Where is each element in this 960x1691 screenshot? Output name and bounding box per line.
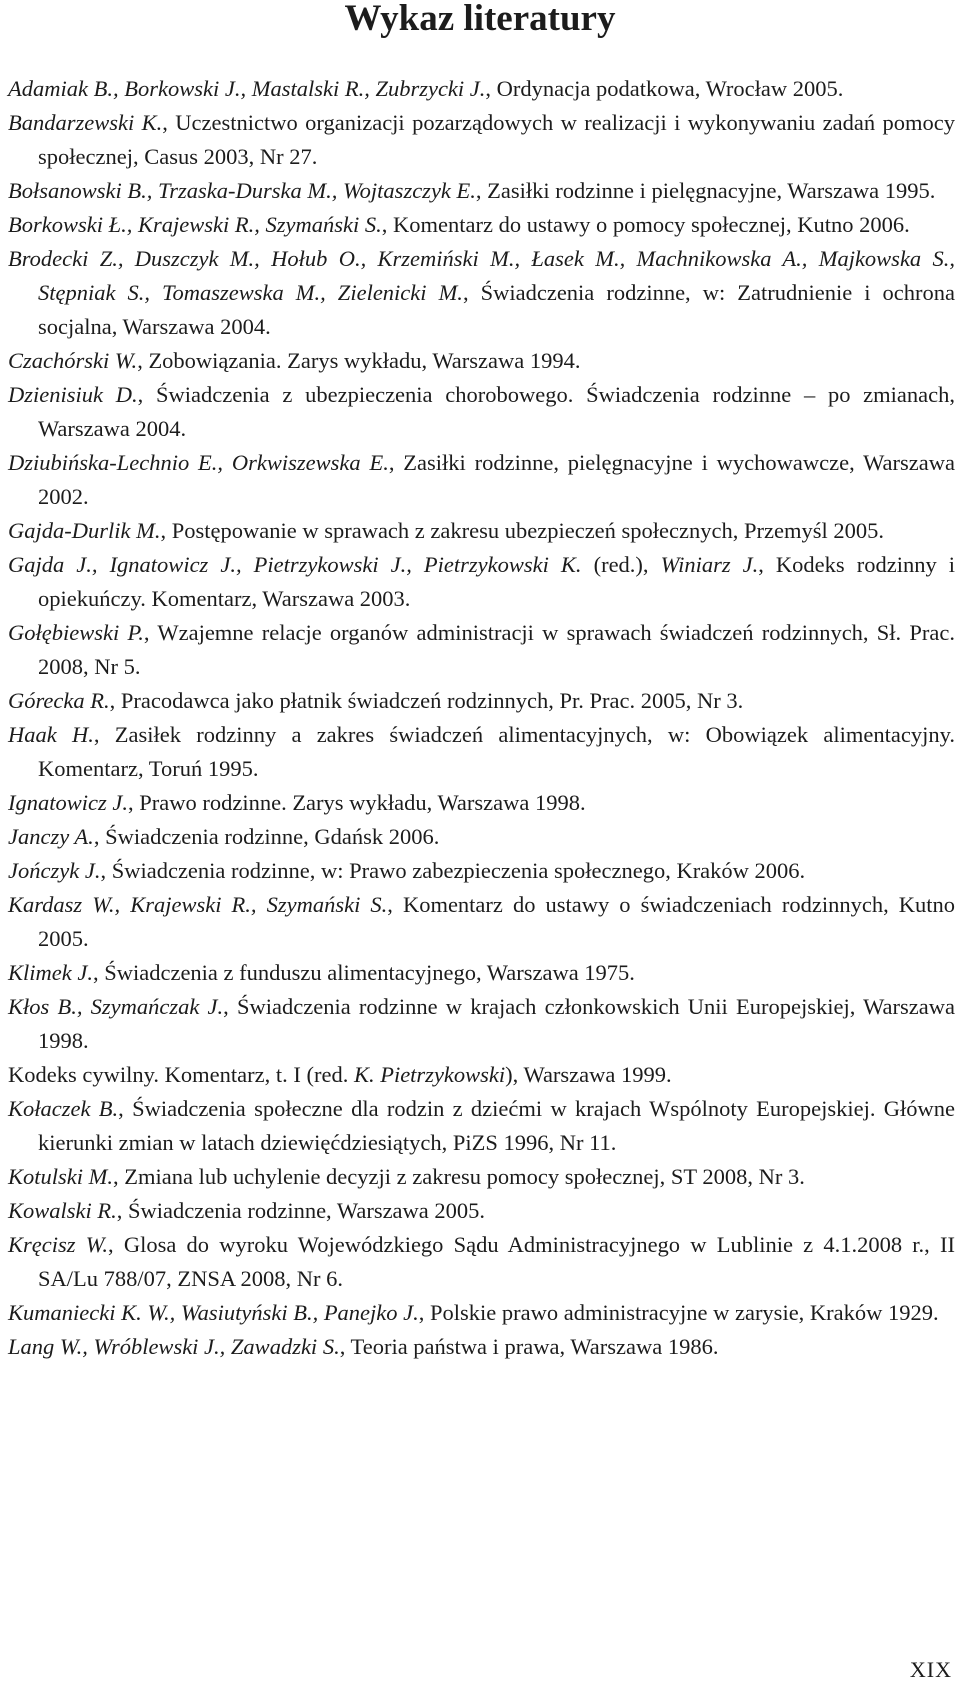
entry-text: , Pracodawca jako płatnik świadczeń rodzinnych, Pr. Prac. 2005, Nr 3. <box>109 688 744 713</box>
entry-authors: Kumaniecki K. W., Wasiutyński B., Panejko J. <box>8 1300 419 1325</box>
entry-text: , Prawo rodzinne. Zarys wykładu, Warszawa 1998. <box>127 790 586 815</box>
bibliography-entry <box>8 208 955 242</box>
bibliography-entry <box>8 174 955 208</box>
bibliography-entry <box>8 242 955 344</box>
bibliography-entry <box>8 378 955 446</box>
entry-authors: Gajda J., Ignatowicz J., Pietrzykowski J., Pietrzykowski K. <box>8 552 582 577</box>
bibliography-entry <box>8 718 955 786</box>
entry-text: , Uczestnictwo organizacji pozarządowych w realizacji i wykonywaniu zadań pomocy społecznej, Casus 2003, Nr 27. <box>38 110 955 169</box>
entry-text: ), Warszawa 1999. <box>505 1062 672 1087</box>
bibliography-entry <box>8 72 955 106</box>
entry-authors: Ignatowicz J. <box>8 790 128 815</box>
bibliography-entry <box>8 1058 955 1092</box>
entry-authors: Brodecki Z., Duszczyk M., Hołub O., Krzemiński M., Łasek M., Machnikowska A., Majkowska S., Stępniak S., Tomaszewska M., Zielenicki M. <box>8 246 955 305</box>
bibliography-entry <box>8 1330 955 1364</box>
entry-text: (red.), <box>581 552 661 577</box>
entry-authors: Kotulski M. <box>8 1164 113 1189</box>
entry-authors: Borkowski Ł., Krajewski R., Szymański S. <box>8 212 382 237</box>
bibliography-entry <box>8 548 955 616</box>
bibliography-entry <box>8 956 955 990</box>
entry-authors: Adamiak B., Borkowski J., Mastalski R., Zubrzycki J. <box>8 76 486 101</box>
entry-authors: Lang W., Wróblewski J., Zawadzki S. <box>8 1334 340 1359</box>
entry-text: Kodeks cywilny. Komentarz, t. I (red. <box>8 1062 354 1087</box>
entry-authors: Dziubińska-Lechnio E., Orkwiszewska E. <box>8 450 389 475</box>
bibliography-entry <box>8 1160 955 1194</box>
bibliography-entry <box>8 1092 955 1160</box>
entry-authors: Kołaczek B. <box>8 1096 119 1121</box>
entry-authors: Gajda-Durlik M. <box>8 518 161 543</box>
bibliography-entry <box>8 888 955 956</box>
bibliography-entry <box>8 344 955 378</box>
entry-authors: Kłos B., Szymańczak J. <box>8 994 224 1019</box>
entry-text: , Zasiłki rodzinne i pielęgnacyjne, Warszawa 1995. <box>475 178 936 203</box>
entry-text: , Zasiłki rodzinne, pielęgnacyjne i wychowawcze, Warszawa 2002. <box>38 450 956 509</box>
entry-text: , Świadczenia społeczne dla rodzin z dziećmi w krajach Wspólnoty Europejskiej. Główne kierunki zmian w latach dziewięćdziesiątych, PiZS 1996, Nr 11. <box>38 1096 956 1155</box>
bibliography-entry <box>8 446 955 514</box>
bibliography-entry <box>8 514 955 548</box>
entry-text: , Komentarz do ustawy o świadczeniach rodzinnych, Kutno 2005. <box>38 892 955 951</box>
entry-text: , Glosa do wyroku Wojewódzkiego Sądu Administracyjnego w Lublinie z 4.1.2008 r., II SA/Lu 788/07, ZNSA 2008, Nr 6. <box>38 1232 955 1291</box>
entry-authors: Winiarz J. <box>660 552 759 577</box>
entry-text: , Świadczenia z ubezpieczenia chorobowego. Świadczenia rodzinne – po zmianach, Warszawa 2004. <box>38 382 956 441</box>
bibliography-entry <box>8 854 955 888</box>
entry-authors: K. Pietrzykowski <box>353 1062 506 1087</box>
bibliography-entry <box>8 1228 955 1296</box>
entry-text: , Wzajemne relacje organów administracji w sprawach świadczeń rodzinnych, Sł. Prac. 2008, Nr 5. <box>38 620 955 679</box>
entry-text: , Kodeks rodzinny i opiekuńczy. Komentarz, Warszawa 2003. <box>38 552 955 611</box>
entry-authors: Gołębiewski P. <box>8 620 144 645</box>
entry-text: , Ordynacja podatkowa, Wrocław 2005. <box>485 76 844 101</box>
entry-authors: Janczy A. <box>8 824 94 849</box>
entry-text: , Świadczenia rodzinne, w: Prawo zabezpieczenia społecznego, Kraków 2006. <box>100 858 806 883</box>
entry-text: , Świadczenia z funduszu alimentacyjnego, Warszawa 1975. <box>92 960 635 985</box>
entry-authors: Dzienisiuk D. <box>8 382 138 407</box>
bibliography-entry <box>8 106 955 174</box>
entry-text: , Świadczenia rodzinne, w: Zatrudnienie i ochrona socjalna, Warszawa 2004. <box>38 280 955 339</box>
bibliography-entry <box>8 1296 955 1330</box>
entry-text: , Świadczenia rodzinne w krajach członkowskich Unii Europejskiej, Warszawa 1998. <box>38 994 955 1053</box>
entry-authors: Czachórski W. <box>8 348 138 373</box>
entry-authors: Kręcisz W. <box>8 1232 109 1257</box>
bibliography-entry <box>8 990 955 1058</box>
entry-authors: Bandarzewski K. <box>8 110 163 135</box>
entry-authors: Górecka R. <box>8 688 110 713</box>
bibliography-entry <box>8 786 955 820</box>
entry-authors: Kowalski R. <box>8 1198 117 1223</box>
entry-authors: Bołsanowski B., Trzaska-Durska M., Wojtaszczyk E. <box>8 178 476 203</box>
entry-text: , Zmiana lub uchylenie decyzji z zakresu pomocy społecznej, ST 2008, Nr 3. <box>113 1164 805 1189</box>
page-number: XIX <box>909 1657 952 1682</box>
bibliography-list <box>8 72 955 1364</box>
entry-text: , Zobowiązania. Zarys wykładu, Warszawa 1994. <box>137 348 581 373</box>
entry-authors: Kardasz W., Krajewski R., Szymański S. <box>8 892 388 917</box>
entry-authors: Jończyk J. <box>8 858 101 883</box>
bibliography-entry <box>8 684 955 718</box>
entry-text: , Teoria państwa i prawa, Warszawa 1986. <box>339 1334 719 1359</box>
bibliography-entry <box>8 820 955 854</box>
page-title: Wykaz literatury <box>344 0 616 39</box>
entry-authors: Klimek J. <box>8 960 93 985</box>
entry-text: , Postępowanie w sprawach z zakresu ubezpieczeń społecznych, Przemyśl 2005. <box>160 518 884 543</box>
entry-text: , Komentarz do ustawy o pomocy społecznej, Kutno 2006. <box>381 212 910 237</box>
entry-authors: Haak H. <box>8 722 94 747</box>
entry-text: , Świadczenia rodzinne, Warszawa 2005. <box>116 1198 486 1223</box>
bibliography-entry <box>8 616 955 684</box>
bibliography-entry <box>8 1194 955 1228</box>
entry-text: , Polskie prawo administracyjne w zarysie, Kraków 1929. <box>418 1300 939 1325</box>
entry-text: , Zasiłek rodzinny a zakres świadczeń alimentacyjnych, w: Obowiązek alimentacyjny. Komentarz, Toruń 1995. <box>38 722 956 781</box>
entry-text: , Świadczenia rodzinne, Gdańsk 2006. <box>93 824 440 849</box>
